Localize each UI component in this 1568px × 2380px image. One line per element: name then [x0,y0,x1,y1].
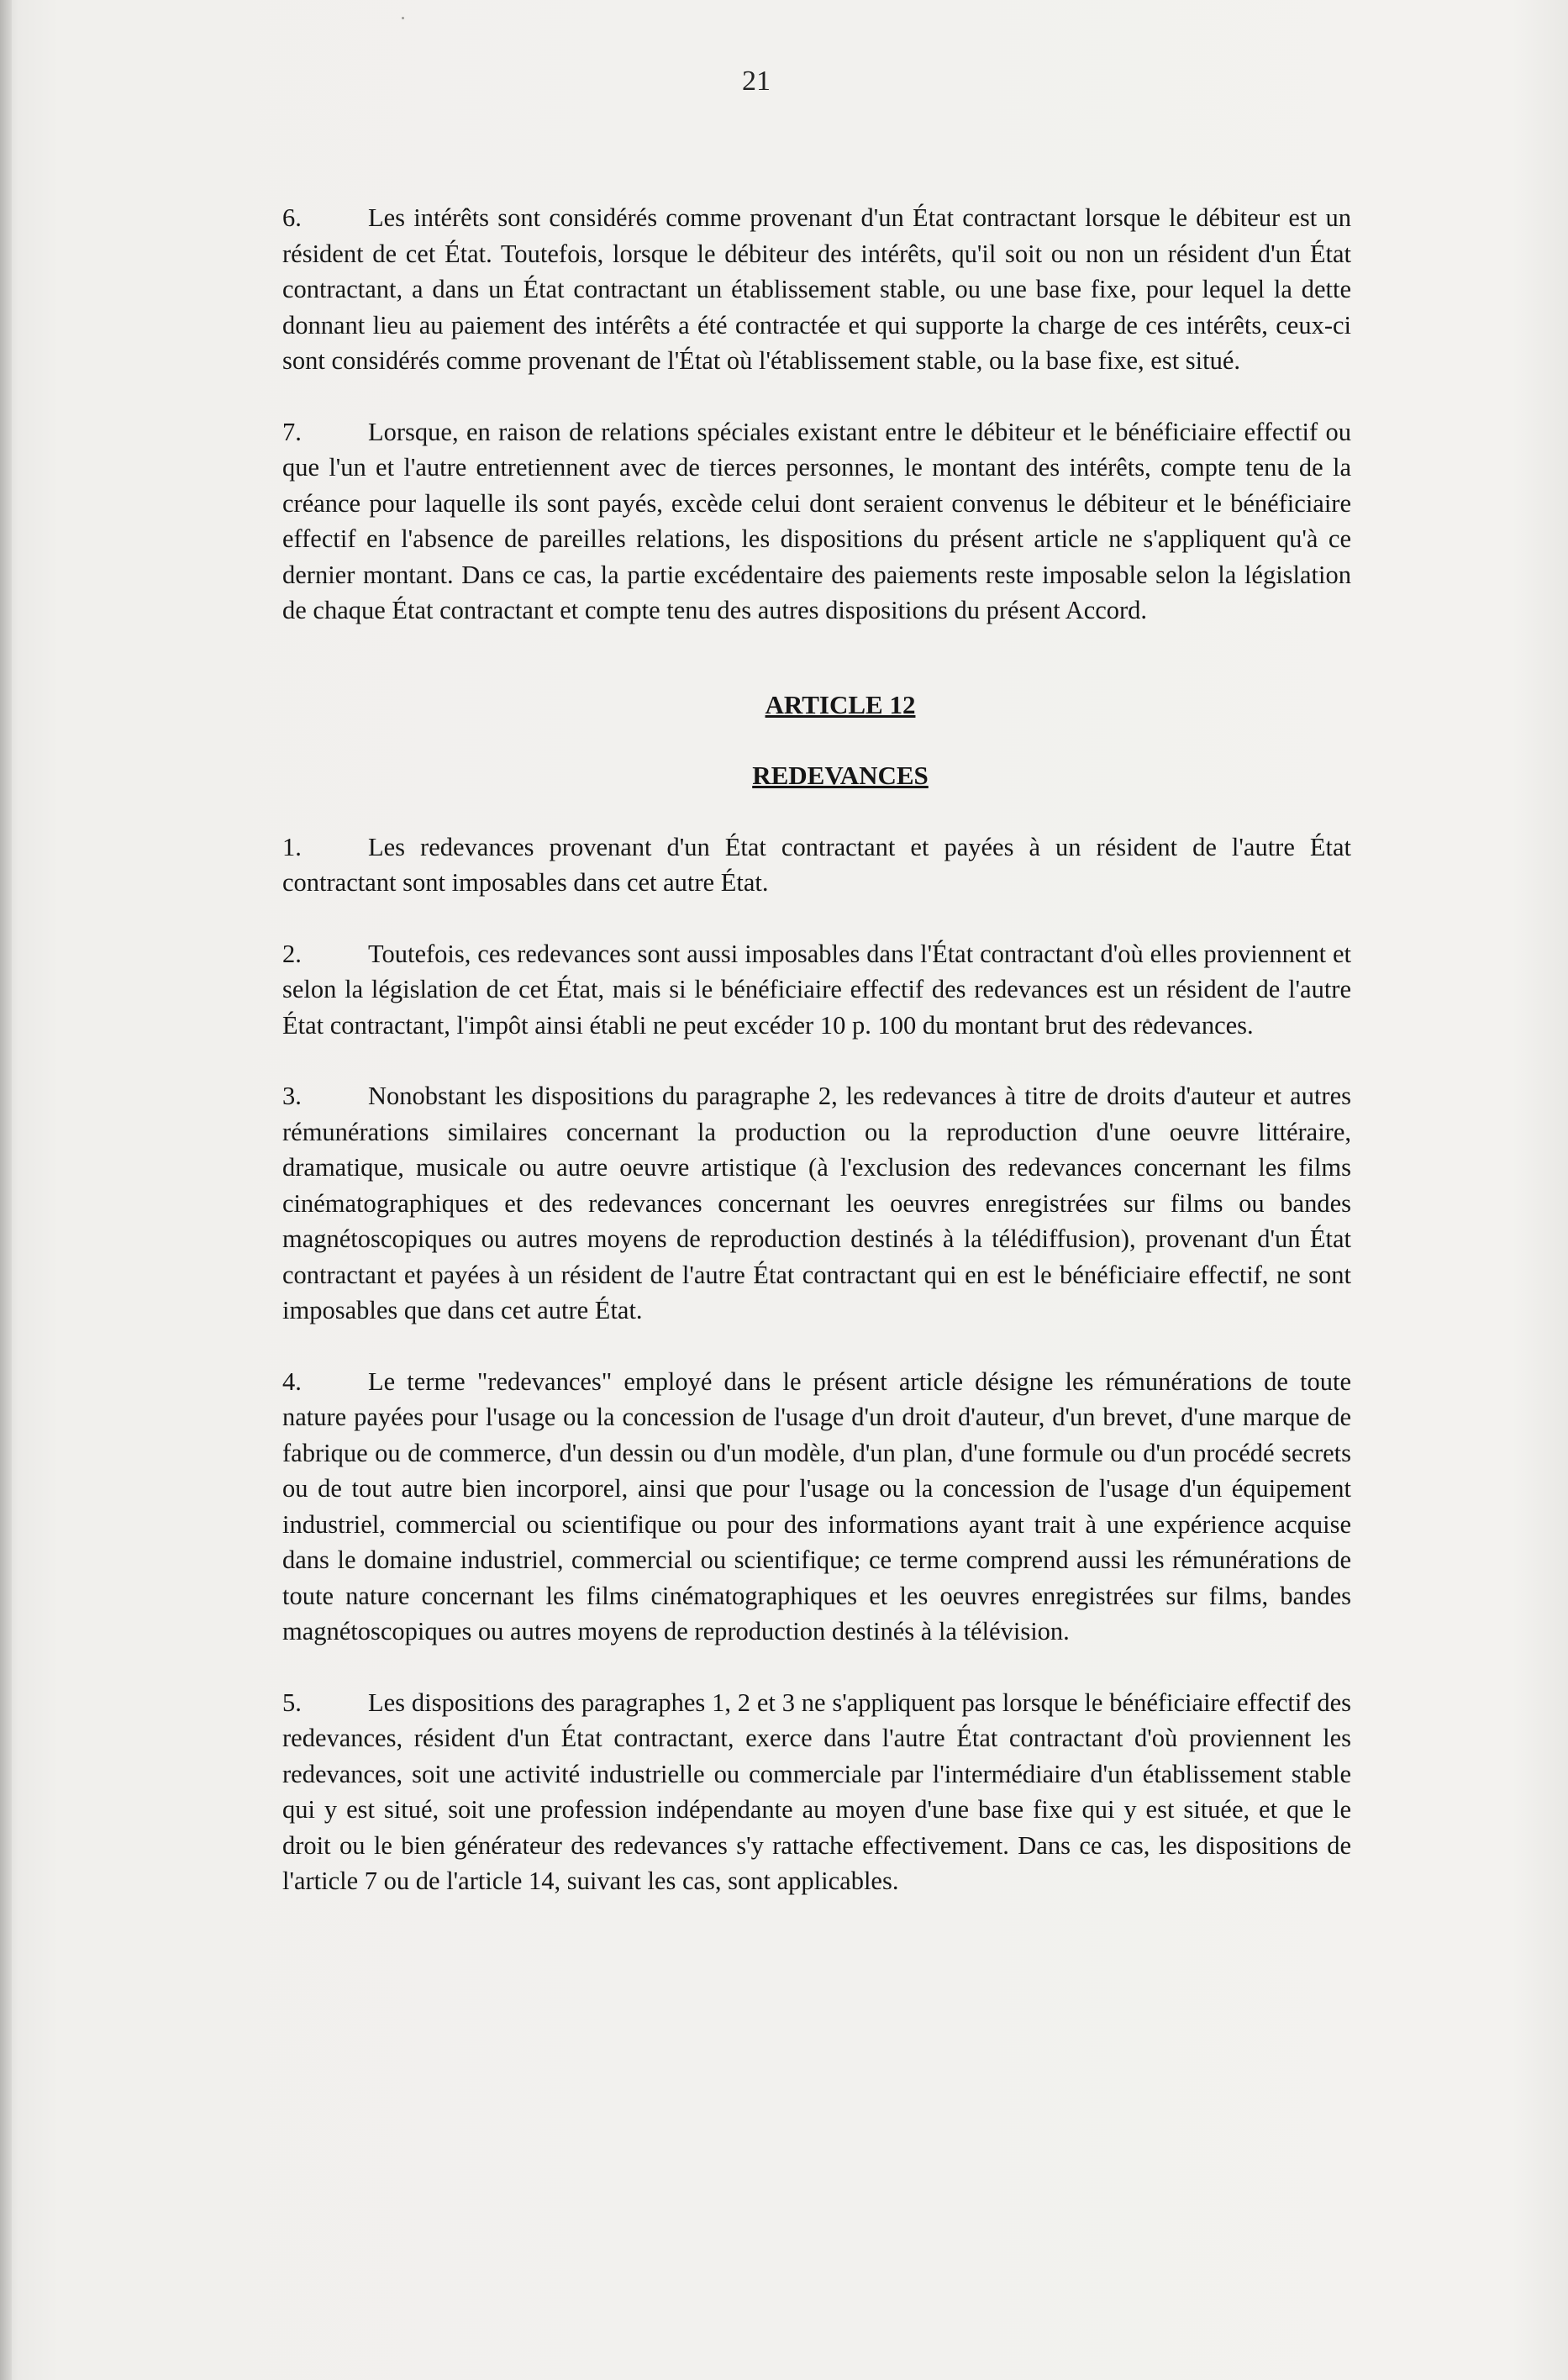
paragraph-text: Toutefois, ces redevances sont aussi imposables dans l'État contractant d'où elles proviennent et selon la législation de cet État, mais si le bénéficiaire effectif des redevances est un résident de l'autre État contractant, l'impôt ainsi établi ne peut excéder 10 p. 100 du montant brut des redevances. [282,939,1351,1040]
page-number: 21 [742,66,771,97]
scan-speck [402,17,404,19]
article-title: REDEVANCES [752,761,929,790]
paragraph-number: 7. [282,417,302,446]
paragraph-number: 2. [282,939,302,968]
article-heading: ARTICLE 12 [765,689,916,719]
paragraph-number: 4. [282,1366,302,1396]
paragraph-text: Le terme "redevances" employé dans le présent article désigne les rémunérations de toute nature payées pour l'usage ou la concession de l'usage d'un droit d'auteur, d'un brevet, d'une marque de fabrique ou de commerce, d'un dessin ou d'un modèle, d'un plan, d'une formule ou d'un procédé secrets ou de tout autre bien incorporel, ainsi que pour l'usage ou la concession de l'usage d'un équipement industriel, commercial ou scientifique ou pour des informations ayant trait à une expérience acquise dans le domaine industriel, commercial ou scientifique; ce terme comprend aussi les rémunérations de toute nature concernant les films cinématographiques et les oeuvres enregistrées sur films, bandes magnétoscopiques ou autres moyens de reproduction destinés à la télévision. [282,1366,1351,1645]
paragraph-text: Nonobstant les dispositions du paragraphe 2, les redevances à titre de droits d'auteur et autres rémunérations similaires concernant la production ou la reproduction d'une oeuvre littéraire, dramatique, musicale ou autre oeuvre artistique (à l'exclusion des redevances concernant les films cinématographiques et des redevances concernant les oeuvres enregistrées sur films ou bandes magnétoscopiques ou autres moyens de reproduction destinés à la télédiffusion), provenant d'un État contractant et payées à un résident de l'autre État contractant qui en est le bénéficiaire effectif, ne sont imposables que dans cet autre État. [282,1082,1351,1324]
paragraph-text: Les redevances provenant d'un État contractant et payées à un résident de l'autre État contractant sont imposables dans cet autre État. [282,832,1351,897]
paragraph-6 [282,200,1351,379]
paragraph-number: 5. [282,1688,302,1717]
paragraph-text: Les dispositions des paragraphes 1, 2 et 3 ne s'appliquent pas lorsque le bénéficiaire effectif des redevances, résident d'un État contractant, exerce dans l'autre État contractant d'où proviennent les redevances, soit une activité industrielle ou commerciale par l'intermédiaire d'un établissement stable qui y est situé, soit une profession indépendante au moyen d'une base fixe qui y est située, et que le droit ou le bien générateur des redevances s'y rattache effectivement. Dans ce cas, les dispositions de l'article 7 ou de l'article 14, suivant les cas, sont applicables. [282,1688,1351,1895]
paragraph-5 [282,1685,1351,1899]
paragraph-text: Lorsque, en raison de relations spéciales existant entre le débiteur et le bénéficiaire effectif ou que l'un et l'autre entretiennent avec de tierces personnes, le montant des intérêts, compte tenu de la créance pour laquelle ils sont payés, excède celui dont seraient convenus le débiteur et le bénéficiaire effectif en l'absence de pareilles relations, les dispositions du présent article ne s'appliquent qu'à ce dernier montant. Dans ce cas, la partie excédentaire des paiements reste imposable selon la législation de chaque État contractant et compte tenu des autres dispositions du présent Accord. [282,417,1351,624]
paragraph-2 [282,936,1351,1044]
paragraph-1 [282,829,1351,901]
paragraph-number: 3. [282,1082,302,1110]
paragraph-3 [282,1078,1351,1329]
paragraph-text: Les intérêts sont considérés comme provenant d'un État contractant lorsque le débiteur est un résident de cet État. Toutefois, lorsque le débiteur des intérêts, qu'il soit ou non un résident d'un État contractant, a dans un État contractant un établissement stable, ou une base fixe, pour lequel la dette donnant lieu au paiement des intérêts a été contractée et qui supporte la charge de ces intérêts, ceux-ci sont considérés comme provenant de l'État où l'établissement stable, ou la base fixe, est situé. [282,203,1351,375]
paragraph-number: 1. [282,832,302,861]
document-body [282,200,1351,1935]
paragraph-7 [282,414,1351,629]
paragraph-4 [282,1364,1351,1650]
binding-edge [0,0,12,2380]
paragraph-number: 6. [282,203,302,232]
